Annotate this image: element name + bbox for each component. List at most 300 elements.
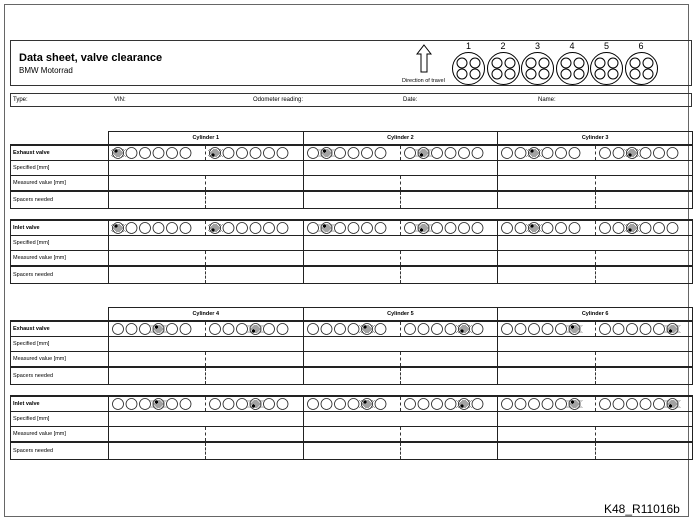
valve-row-icon — [208, 222, 294, 234]
valve-icon — [608, 69, 618, 79]
spacers-label: Spacers needed — [11, 266, 109, 284]
valve-circle — [404, 399, 415, 410]
valve-circle — [237, 324, 248, 335]
specified-field[interactable] — [303, 337, 498, 352]
valve-diagram-cell — [206, 396, 303, 412]
measured-label: Measured value [mm] — [11, 427, 109, 443]
valve-icon — [539, 69, 549, 79]
valve-icon — [643, 58, 653, 68]
specified-label: Specified [mm] — [11, 412, 109, 427]
measured-field[interactable] — [303, 176, 400, 192]
valve-diagram-cell — [595, 220, 692, 236]
spacers-label: Spacers needed — [11, 442, 109, 460]
cylinder-number: 6 — [638, 41, 644, 51]
valve-row-icon — [111, 323, 197, 335]
measured-field[interactable] — [400, 352, 497, 368]
valve-circle — [640, 148, 651, 159]
valve-circle — [472, 324, 483, 335]
valve-circle — [180, 223, 191, 234]
valve-row-icon — [111, 147, 197, 159]
valve-circle — [542, 399, 553, 410]
cylinder-icon — [520, 52, 555, 85]
cylinder-icon — [624, 52, 659, 85]
valve-diagram-cell — [303, 220, 400, 236]
valve-diagram-cell — [108, 220, 205, 236]
valve-circle — [556, 148, 567, 159]
valve-circle — [180, 399, 191, 410]
valve-circle — [515, 148, 526, 159]
valve-row-icon — [208, 323, 294, 335]
valve-row-icon — [208, 398, 294, 410]
spacers-field[interactable] — [108, 367, 205, 385]
valve-circle — [502, 399, 513, 410]
valve-row-icon — [208, 147, 294, 159]
measured-field[interactable] — [595, 251, 692, 267]
valve-circle — [529, 324, 540, 335]
valve-circle — [334, 148, 345, 159]
valve-row-icon — [403, 323, 489, 335]
valve-circle — [264, 399, 275, 410]
measured-field[interactable] — [400, 176, 497, 192]
cylinder-icon — [486, 52, 521, 85]
spacers-field[interactable] — [303, 367, 400, 385]
valve-circle — [375, 324, 386, 335]
valve-diagram-cell — [400, 220, 497, 236]
spacers-field[interactable] — [498, 266, 595, 284]
valve-row-icon — [598, 222, 684, 234]
valve-circle — [667, 223, 678, 234]
valve-circle — [375, 223, 386, 234]
spacers-field[interactable] — [400, 266, 497, 284]
valve-circle — [334, 324, 345, 335]
valve-circle — [166, 324, 177, 335]
measured-field[interactable] — [206, 352, 303, 368]
valve-circle — [613, 148, 624, 159]
valve-icon — [595, 69, 605, 79]
valve-icon — [574, 69, 584, 79]
valve-circle — [321, 399, 332, 410]
cylinder-number: 3 — [534, 41, 540, 51]
valve-circle — [139, 148, 150, 159]
measured-field[interactable] — [108, 176, 205, 192]
valve-circle — [223, 148, 234, 159]
direction-of-travel-label: Direction of travel — [402, 78, 445, 84]
valve-circle — [653, 324, 664, 335]
valve-icon — [492, 69, 502, 79]
cylinder-number: 1 — [465, 41, 471, 51]
valve-circle — [445, 223, 456, 234]
spacers-field[interactable] — [498, 442, 595, 460]
spacers-field[interactable] — [595, 191, 692, 209]
valve-icon — [470, 58, 480, 68]
specified-field[interactable] — [498, 412, 693, 427]
valve-circle — [264, 324, 275, 335]
cylinder-number: 5 — [603, 41, 609, 51]
valve-circle — [348, 148, 359, 159]
cylinder-heading: Cylinder 3 — [498, 132, 693, 146]
valve-circle — [640, 399, 651, 410]
valve-icon — [574, 58, 584, 68]
valve-circle — [334, 223, 345, 234]
spacers-field[interactable] — [595, 266, 692, 284]
name-label: Name: — [538, 97, 556, 103]
valve-circle — [375, 399, 386, 410]
valve-circle — [210, 324, 221, 335]
valve-circle — [515, 324, 526, 335]
spacers-field[interactable] — [206, 266, 303, 284]
measured-field[interactable] — [498, 251, 595, 267]
valve-circle — [599, 148, 610, 159]
measured-field[interactable] — [303, 427, 400, 443]
type-label: Type: — [13, 97, 28, 103]
valve-diagram-cell — [595, 321, 692, 337]
valve-icon — [526, 69, 536, 79]
valve-diagram-cell — [206, 145, 303, 161]
valve-circle — [153, 223, 164, 234]
cylinder-icon — [589, 52, 624, 85]
specified-field[interactable] — [303, 412, 498, 427]
valve-circle — [542, 148, 553, 159]
figure-reference: K48_R11016b — [604, 502, 680, 516]
cylinder-number: 4 — [569, 41, 575, 51]
valve-circle — [307, 223, 318, 234]
valve-row-icon — [598, 323, 684, 335]
valve-circle — [153, 148, 164, 159]
spacers-field[interactable] — [400, 442, 497, 460]
valve-icon — [561, 58, 571, 68]
valve-icon — [539, 58, 549, 68]
valve-icon — [595, 58, 605, 68]
valve-row-icon — [306, 398, 392, 410]
valve-circle — [556, 399, 567, 410]
valve-circle — [277, 399, 288, 410]
valve-diagram-cell — [498, 145, 595, 161]
valve-diagram-cell — [303, 145, 400, 161]
valve-circle — [277, 324, 288, 335]
valve-circle — [112, 324, 123, 335]
spacers-label: Spacers needed — [11, 367, 109, 385]
valve-circle — [653, 399, 664, 410]
odometer-label: Odometer reading: — [253, 97, 304, 103]
valve-row-icon — [111, 398, 197, 410]
valve-circle — [667, 148, 678, 159]
valve-row-icon — [403, 222, 489, 234]
valve-circle — [613, 324, 624, 335]
valve-circle — [334, 399, 345, 410]
inlet-valve-label: Inlet valve — [11, 220, 109, 236]
valve-circle — [626, 399, 637, 410]
valve-circle — [139, 223, 150, 234]
valve-circle — [418, 399, 429, 410]
valve-row-icon — [403, 398, 489, 410]
valve-circle — [361, 148, 372, 159]
specified-label: Specified [mm] — [11, 161, 109, 176]
valve-circle — [166, 148, 177, 159]
spacers-field[interactable] — [108, 442, 205, 460]
valve-circle — [599, 223, 610, 234]
valve-circle — [653, 223, 664, 234]
cylinder-icon — [555, 52, 590, 85]
specified-field[interactable] — [108, 236, 303, 251]
specified-field[interactable] — [498, 236, 693, 251]
valve-circle — [237, 223, 248, 234]
spacers-field[interactable] — [206, 442, 303, 460]
valve-circle — [139, 324, 150, 335]
cylinder-heading: Cylinder 5 — [303, 308, 498, 322]
valve-circle — [599, 324, 610, 335]
valve-icon — [492, 58, 502, 68]
exhaust-valve-label: Exhaust valve — [11, 321, 109, 337]
valve-circle — [472, 148, 483, 159]
specified-label: Specified [mm] — [11, 337, 109, 352]
spacers-field[interactable] — [206, 367, 303, 385]
valve-circle — [445, 399, 456, 410]
measured-field[interactable] — [108, 352, 205, 368]
valve-circle — [472, 399, 483, 410]
valve-circle — [237, 148, 248, 159]
valve-circle — [502, 148, 513, 159]
valve-circle — [431, 324, 442, 335]
cylinder-heading: Cylinder 4 — [108, 308, 303, 322]
spacers-field[interactable] — [595, 367, 692, 385]
valve-circle — [569, 223, 580, 234]
spacers-label: Spacers needed — [11, 191, 109, 209]
valve-circle — [640, 324, 651, 335]
spacers-field[interactable] — [498, 191, 595, 209]
valve-circle — [626, 324, 637, 335]
valve-circle — [472, 223, 483, 234]
cylinder-number: 2 — [500, 41, 506, 51]
spacers-field[interactable] — [498, 367, 595, 385]
cylinder-heading: Cylinder 1 — [108, 132, 303, 146]
valve-circle — [599, 399, 610, 410]
valve-circle — [210, 399, 221, 410]
measured-field[interactable] — [595, 176, 692, 192]
valve-circle — [458, 223, 469, 234]
valve-circle — [613, 223, 624, 234]
valve-row-icon — [306, 222, 392, 234]
spacers-field[interactable] — [108, 191, 205, 209]
valve-circle — [264, 148, 275, 159]
spacers-field[interactable] — [303, 266, 400, 284]
exhaust-valve-label: Exhaust valve — [11, 145, 109, 161]
valve-circle — [223, 324, 234, 335]
specified-field[interactable] — [303, 161, 498, 176]
valve-circle — [264, 223, 275, 234]
valve-circle — [502, 324, 513, 335]
valve-circle — [166, 399, 177, 410]
valve-circle — [139, 399, 150, 410]
valve-diagram-cell — [498, 396, 595, 412]
measured-field[interactable] — [595, 427, 692, 443]
valve-circle — [613, 399, 624, 410]
measured-label: Measured value [mm] — [11, 251, 109, 267]
specified-field[interactable] — [498, 337, 693, 352]
valve-diagram-cell — [498, 220, 595, 236]
valve-diagram-cell — [595, 396, 692, 412]
valve-circle — [556, 223, 567, 234]
valve-circle — [223, 223, 234, 234]
valve-circle — [542, 324, 553, 335]
valve-diagram-cell — [303, 396, 400, 412]
valve-circle — [348, 399, 359, 410]
valve-row-icon — [111, 222, 197, 234]
valve-row-icon — [598, 398, 684, 410]
valve-circle — [250, 223, 261, 234]
valve-diagram-cell — [400, 396, 497, 412]
valve-circle — [223, 399, 234, 410]
cylinder-heading: Cylinder 6 — [498, 308, 693, 322]
measured-field[interactable] — [595, 352, 692, 368]
valve-circle — [640, 223, 651, 234]
valve-circle — [404, 223, 415, 234]
valve-circle — [237, 399, 248, 410]
measured-field[interactable] — [400, 427, 497, 443]
valve-diagram-cell — [303, 321, 400, 337]
valve-row-icon — [306, 323, 392, 335]
valve-diagram-cell — [206, 220, 303, 236]
valve-table-cylinders-1-3 — [10, 131, 693, 284]
valve-circle — [348, 223, 359, 234]
valve-row-icon — [403, 147, 489, 159]
specified-field[interactable] — [108, 161, 303, 176]
valve-row-icon — [500, 398, 586, 410]
direction-arrow-icon — [416, 44, 432, 74]
valve-circle — [361, 223, 372, 234]
valve-row-icon — [306, 147, 392, 159]
date-label: Date: — [403, 97, 418, 103]
valve-circle — [569, 148, 580, 159]
measured-label: Measured value [mm] — [11, 176, 109, 192]
specified-field[interactable] — [498, 161, 693, 176]
valve-circle — [166, 223, 177, 234]
measured-field[interactable] — [498, 352, 595, 368]
specified-field[interactable] — [108, 337, 303, 352]
valve-icon — [526, 58, 536, 68]
inlet-valve-label: Inlet valve — [11, 396, 109, 412]
valve-circle — [445, 148, 456, 159]
vin-label: VIN: — [114, 97, 126, 103]
valve-circle — [445, 324, 456, 335]
valve-diagram-cell — [400, 145, 497, 161]
valve-circle — [502, 223, 513, 234]
valve-icon — [457, 58, 467, 68]
valve-circle — [529, 399, 540, 410]
sheet-header — [10, 40, 692, 86]
valve-icon — [561, 69, 571, 79]
valve-circle — [556, 324, 567, 335]
valve-circle — [431, 399, 442, 410]
valve-circle — [418, 324, 429, 335]
valve-icon — [505, 58, 515, 68]
spacers-field[interactable] — [400, 367, 497, 385]
valve-row-icon — [500, 147, 586, 159]
valve-circle — [112, 399, 123, 410]
valve-row-icon — [500, 323, 586, 335]
valve-icon — [505, 69, 515, 79]
measured-label: Measured value [mm] — [11, 352, 109, 368]
valve-circle — [277, 223, 288, 234]
valve-row-icon — [598, 147, 684, 159]
valve-circle — [126, 399, 137, 410]
valve-circle — [542, 223, 553, 234]
valve-circle — [404, 148, 415, 159]
valve-circle — [307, 324, 318, 335]
measured-field[interactable] — [108, 251, 205, 267]
valve-circle — [180, 324, 191, 335]
specified-label: Specified [mm] — [11, 236, 109, 251]
measured-field[interactable] — [498, 176, 595, 192]
measured-field[interactable] — [400, 251, 497, 267]
valve-circle — [375, 148, 386, 159]
valve-icon — [643, 69, 653, 79]
valve-circle — [307, 148, 318, 159]
valve-diagram-cell — [108, 396, 205, 412]
valve-circle — [431, 223, 442, 234]
valve-row-icon — [500, 222, 586, 234]
spacers-field[interactable] — [206, 191, 303, 209]
measured-field[interactable] — [206, 427, 303, 443]
spacers-field[interactable] — [595, 442, 692, 460]
valve-circle — [431, 148, 442, 159]
valve-circle — [126, 223, 137, 234]
valve-circle — [126, 324, 137, 335]
valve-circle — [458, 148, 469, 159]
specified-field[interactable] — [303, 236, 498, 251]
spacers-field[interactable] — [303, 442, 400, 460]
info-row — [10, 93, 692, 107]
measured-field[interactable] — [498, 427, 595, 443]
sheet-title: Data sheet, valve clearance — [19, 52, 163, 64]
valve-circle — [348, 324, 359, 335]
valve-icon — [608, 58, 618, 68]
valve-circle — [404, 324, 415, 335]
cylinder-icon — [451, 52, 486, 85]
valve-circle — [515, 223, 526, 234]
valve-icon — [457, 69, 467, 79]
spacers-field[interactable] — [303, 191, 400, 209]
valve-diagram-cell — [498, 321, 595, 337]
sheet-subtitle: BMW Motorrad — [19, 66, 73, 75]
valve-diagram-cell — [108, 145, 205, 161]
valve-diagram-cell — [108, 321, 205, 337]
specified-field[interactable] — [108, 412, 303, 427]
measured-field[interactable] — [206, 176, 303, 192]
valve-icon — [630, 69, 640, 79]
valve-circle — [321, 324, 332, 335]
spacers-field[interactable] — [108, 266, 205, 284]
valve-circle — [277, 148, 288, 159]
valve-circle — [126, 148, 137, 159]
valve-circle — [515, 399, 526, 410]
valve-diagram-cell — [206, 321, 303, 337]
spacers-field[interactable] — [400, 191, 497, 209]
valve-circle — [180, 148, 191, 159]
measured-field[interactable] — [108, 427, 205, 443]
valve-diagram-cell — [400, 321, 497, 337]
valve-circle — [250, 148, 261, 159]
valve-icon — [470, 69, 480, 79]
valve-circle — [653, 148, 664, 159]
valve-table-cylinders-4-6 — [10, 307, 693, 460]
measured-field[interactable] — [303, 251, 400, 267]
measured-field[interactable] — [206, 251, 303, 267]
cylinder-heading: Cylinder 2 — [303, 132, 498, 146]
measured-field[interactable] — [303, 352, 400, 368]
valve-circle — [307, 399, 318, 410]
valve-icon — [630, 58, 640, 68]
valve-diagram-cell — [595, 145, 692, 161]
